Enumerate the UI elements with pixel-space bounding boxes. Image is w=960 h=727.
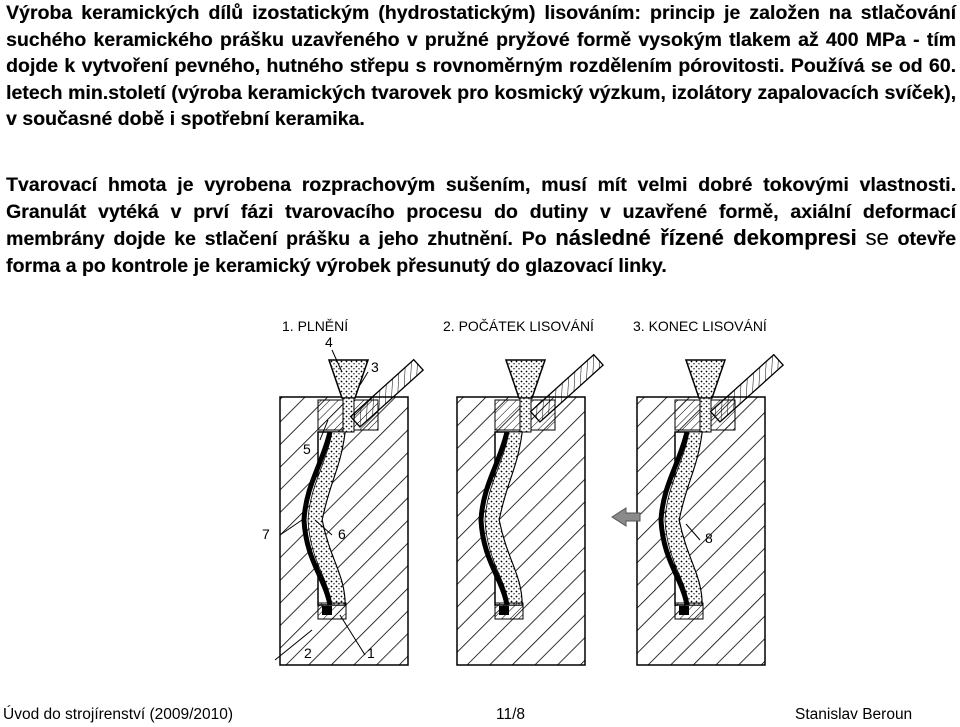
pressure-arrow-icon [612, 508, 640, 526]
footer-author: Stanislav Beroun [795, 706, 913, 723]
label-8: 8 [705, 530, 713, 546]
process-text-emphasis: následné řízené dekompresi [555, 225, 857, 250]
footer-page: 11/8 [496, 706, 526, 723]
label-4: 4 [325, 334, 333, 350]
process-text-1: Tvarovací hmota je vyrobena rozprachovým sušením, musí mít velmi dobré tokovými vlastnosti. Granulát vytéká v prví fázi tvarovacího procesu do dutiny v uzavřené formě, axiální deformací membrány dojde ke stlačení prášku a jeho zhutnění. Po [6, 174, 956, 250]
label-2: 2 [304, 645, 312, 661]
intro-paragraph: Výroba keramických dílů izostatickým (hydrostatickým) lisováním: princip je založen na stlačování suchého keramického prášku uzavřeného v pružné pryžové formě vysokým tlakem až 400 MPa - tím dojde k vytvoření pevného, hutného střepu s rovnoměrným rozdělením pórovitosti. Používá se od 60. letech min.století (výroba keramických tvarovek pro kosmický výzkum, izolátory zapalovacích svíček), v současné době i spotřební keramika. [6, 2, 956, 130]
process-text-2: otevře forma a po kontrole je keramický výrobek přesunutý do glazovací linky. [6, 228, 957, 277]
label-7: 7 [262, 526, 270, 542]
footer-course: Úvod do strojírenství (2009/2010) [3, 706, 234, 723]
process-text-se: se [865, 225, 889, 250]
label-5: 5 [303, 441, 311, 457]
label-6: 6 [338, 526, 346, 542]
panel-press-start [457, 355, 603, 665]
label-3: 3 [371, 359, 379, 375]
caption-press-end: 3. KONEC LISOVÁNÍ [633, 318, 767, 334]
label-1: 1 [367, 645, 375, 661]
panel-filling [275, 350, 423, 665]
caption-filling: 1. PLNĚNÍ [282, 318, 349, 334]
caption-press-start: 2. POČÁTEK LISOVÁNÍ [443, 318, 594, 334]
panel-press-end [612, 355, 783, 665]
